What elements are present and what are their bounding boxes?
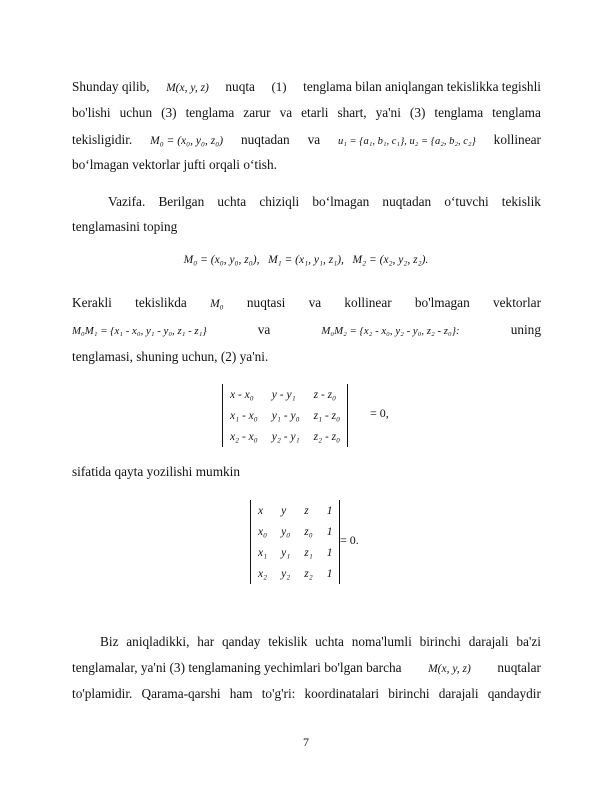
word: uchta <box>217 194 247 209</box>
word: kollinear <box>344 295 392 310</box>
word: darajali <box>438 686 479 701</box>
word: tenglama <box>434 105 484 120</box>
word: bo‘lmagan <box>312 194 370 209</box>
word: to'g'ri: <box>261 686 296 701</box>
det-cell: y₁ - y₀ <box>271 409 300 422</box>
p2-line1 <box>108 192 541 212</box>
det-cell: 1 <box>326 525 333 538</box>
determinant-4x4 <box>250 500 340 584</box>
page-number: 7 <box>303 735 309 749</box>
det-cell: x <box>258 504 264 517</box>
det-cell: y <box>281 504 287 517</box>
word: (3) <box>409 105 426 120</box>
word: uchun <box>119 105 153 120</box>
formula-M0: M₀ = (x₀, y₀, z₀) <box>150 135 224 147</box>
det-cell: x₁ - x₀ <box>230 409 258 422</box>
det-cell: z₂ <box>304 567 313 580</box>
det-cell: y₂ <box>281 567 291 580</box>
formula-vector-2: M₀M₂ = {x₂ - x₀, y₂ - y₀, z₂ - z₀}: <box>321 325 460 337</box>
word: Biz <box>100 634 119 649</box>
word: tenglamalar, ya'ni (3) tenglamaning yechimlari bo'lgan barcha <box>72 660 402 675</box>
p3-line3: tenglamasi, shuning uchun, (2) ya'ni. <box>72 349 269 364</box>
p5-line3 <box>72 684 541 704</box>
word: vektorlar <box>493 295 541 310</box>
det-cell: z <box>304 504 309 517</box>
formula-M: M(x, y, z) <box>428 663 471 675</box>
word: tekislik <box>501 194 541 209</box>
formula-M: M(x, y, z) <box>166 82 209 94</box>
word: va <box>257 322 271 337</box>
word: chiziqli <box>259 194 300 209</box>
word: tenglama <box>492 105 541 120</box>
p3-line1 <box>72 293 541 314</box>
formula-vectors: u₁ = {a₁, b₁, c₁}, u₂ = {a₂, b₂, c₂} <box>338 136 476 147</box>
det-cell: z₂ - z₀ <box>313 430 341 443</box>
word: qandaydir <box>487 686 541 701</box>
det-cell: y₂ - y₁ <box>271 430 300 443</box>
word: o‘tuvchi <box>444 194 489 209</box>
p1-text: tenglama bilan aniqlangan tekislikka tegishli <box>303 79 541 94</box>
word: va <box>307 132 321 147</box>
word: Berilgan <box>158 194 205 209</box>
p2-line2: tenglamasini toping <box>72 219 178 234</box>
det-cell: y₁ <box>281 546 291 559</box>
word: shart, <box>337 105 367 120</box>
det-cell: z₁ <box>304 546 313 559</box>
word: nuqtasi <box>246 295 286 310</box>
word: to'plamidir. <box>72 686 133 701</box>
det-cell: z₁ - z₀ <box>313 409 341 422</box>
word: birinchi <box>388 686 430 701</box>
det-cell: 1 <box>326 567 333 580</box>
word: tekislik <box>268 634 308 649</box>
p5-line2 <box>72 658 541 679</box>
word: ya'ni <box>375 105 401 120</box>
det-cell: y₀ <box>281 525 291 538</box>
det-cell: x₁ <box>258 546 268 559</box>
word: bo'lishi <box>72 105 111 120</box>
det-cell: 1 <box>326 504 333 517</box>
formula-M0: M₀ <box>210 298 224 310</box>
det-cell: x₀ <box>258 525 268 538</box>
word: nuqtadan <box>240 132 290 147</box>
word: Vazifa. <box>108 194 146 209</box>
formula-ref: (1) <box>271 79 287 94</box>
det-cell: 1 <box>326 546 333 559</box>
word: uning <box>510 322 541 337</box>
det-cell: x - x₀ <box>230 388 254 401</box>
p1-line1 <box>72 77 541 98</box>
det-cell: x₂ <box>258 567 268 580</box>
word: ham <box>229 686 253 701</box>
word: kollinear <box>493 132 541 147</box>
det1-rhs: = 0, <box>370 406 389 420</box>
word: Kerakli <box>72 295 112 310</box>
word: tekislikda <box>135 295 187 310</box>
word: etarli <box>301 105 329 120</box>
determinant-3x3 <box>222 384 348 447</box>
det-cell: z₀ <box>304 525 313 538</box>
det2-rhs: = 0. <box>340 533 359 547</box>
det-cell: x₂ - x₀ <box>230 430 258 443</box>
word: qanday <box>222 634 261 649</box>
word: nuqtadan <box>382 194 432 209</box>
word: ba'zi <box>516 634 541 649</box>
det-cell: z - z₀ <box>313 388 337 401</box>
word: va <box>279 105 293 120</box>
word: (3) <box>161 105 177 120</box>
word: tenglama <box>185 105 235 120</box>
p1-text: Shunday qilib, <box>72 79 150 94</box>
p1-text: nuqta <box>225 79 255 94</box>
p3-line2 <box>72 320 541 341</box>
word: aniqladikki, <box>126 634 190 649</box>
p5-line1 <box>100 632 541 652</box>
word: Qarama-qarshi <box>141 686 221 701</box>
p4-line1: sifatida qayta yozilishi mumkin <box>72 464 241 479</box>
word: har <box>197 634 215 649</box>
p1-line2 <box>72 103 541 123</box>
word: koordinatalari <box>304 686 380 701</box>
word: nuqtalar <box>497 660 541 675</box>
p1-line3 <box>72 130 541 152</box>
word: uchta <box>315 634 344 649</box>
word: zarur <box>243 105 271 120</box>
word: noma'lumli <box>351 634 412 649</box>
formula-vector-1: M₀M₁ = {x₁ - x₀, y₁ - y₀, z₁ - z₁} <box>72 325 207 337</box>
word: darajali <box>468 634 509 649</box>
word: tekisligidir. <box>72 132 133 147</box>
word: bo'lmagan <box>414 295 470 310</box>
word: birinchi <box>419 634 461 649</box>
p1-line4: bo‘lmagan vektorlar jufti orqali o‘tish. <box>72 157 277 172</box>
formula-points: M₀ = (x₀, y₀, z₀), M₁ = (x₁, y₁, z₁), M₂ = (x₂, y₂, z₂). <box>183 254 429 266</box>
word: va <box>308 295 322 310</box>
det-cell: y - y₁ <box>271 388 296 401</box>
